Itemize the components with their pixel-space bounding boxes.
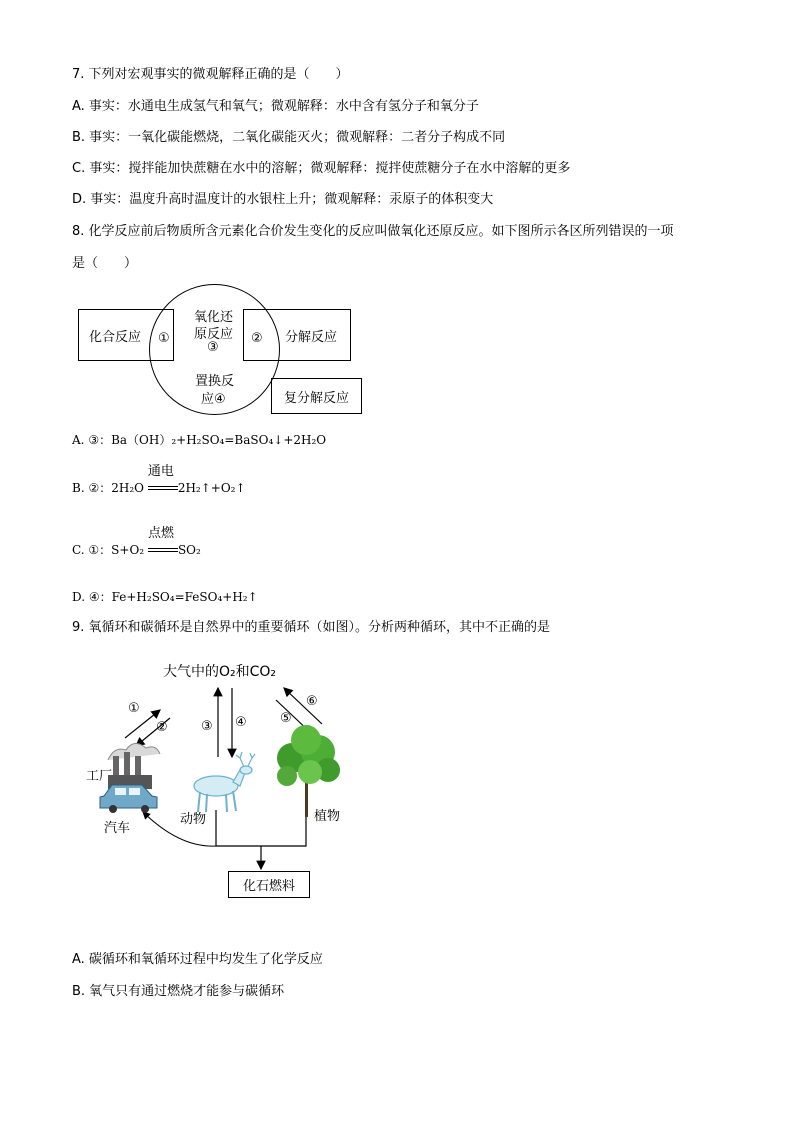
car-label: 汽车 (104, 821, 131, 836)
q8-stem-line2: 是（ ） (72, 256, 138, 271)
factory-label: 工厂 (86, 769, 113, 784)
animal-label: 动物 (180, 812, 207, 827)
option-b-reactants: ：2H₂O (99, 481, 144, 495)
option-d-region: ④ (88, 590, 100, 604)
option-b-letter: B. (72, 481, 85, 495)
region-1-label: ① (158, 331, 170, 346)
option-b-condition: 通电 (147, 464, 174, 479)
region-2-label: ② (251, 331, 263, 346)
option-a-equation: ：Ba（OH）₂+H₂SO₄=BaSO₄↓+2H₂O (99, 433, 327, 447)
region-3-label: ③ (207, 340, 219, 355)
combination-reaction-label: 化合反应 (89, 329, 142, 345)
arrow-5-label: ⑤ (280, 711, 292, 726)
decomposition-reaction-label: 分解反应 (284, 329, 337, 345)
fossil-connector (216, 810, 306, 846)
double-decomposition-reaction-label: 复分解反应 (283, 390, 349, 406)
arrow-4-label: ④ (235, 715, 247, 730)
option-d-letter: D. (72, 590, 86, 604)
q9-option-a: A. 碳循环和氧循环过程中均发生了化学反应 (72, 952, 323, 967)
option-d-equation: ：Fe+H₂SO₄=FeSO₄+H₂↑ (99, 590, 258, 604)
q7-option-b: B. 事实：一氧化碳能燃烧，二氧化碳能灭火；微观解释：二者分子构成不同 (72, 130, 506, 145)
fossil-fuel-label: 化石燃料 (242, 879, 295, 894)
q9-stem: 9. 氧循环和碳循环是自然界中的重要循环（如图）。分析两种循环，其中不正确的是 (72, 620, 551, 635)
arrow-1-label: ① (128, 701, 140, 716)
deer-icon (194, 752, 255, 812)
arrow-6-label: ⑥ (306, 694, 318, 709)
fossil-fuel-box (228, 871, 310, 898)
q7-option-c: C. 事实：搅拌能加快蔗糖在水中的溶解；微观解释：搅拌使蔗糖分子在水中溶解的更多 (72, 161, 571, 176)
redox-label-line2: 原反应 (194, 327, 234, 342)
displacement-label-line1: 置换反 (195, 374, 235, 389)
arrow-3-label: ③ (201, 719, 213, 734)
atmosphere-label: 大气中的O₂和CO₂ (163, 664, 277, 680)
option-c-condition: 点燃 (147, 526, 174, 541)
option-a-letter: A. (72, 433, 85, 447)
q7-stem: 7. 下列对宏观事实的微观解释正确的是（ ） (72, 67, 349, 82)
option-b-region: ② (88, 481, 100, 495)
tree-icon (277, 725, 340, 817)
option-c-products: SO₂ (177, 543, 201, 557)
plant-label: 植物 (314, 809, 341, 824)
option-c-reactants: ：S+O₂ (99, 543, 145, 557)
q8-stem-line1: 8. 化学反应前后物质所含元素化合价发生变化的反应叫做氧化还原反应。如下图所示各区所列错误的一项 (72, 224, 674, 239)
q9-option-b: B. 氧气只有通过燃烧才能参与碳循环 (72, 984, 285, 999)
redox-label-line1: 氧化还 (194, 310, 234, 325)
option-a-region: ③ (88, 433, 100, 447)
option-b-products: 2H₂↑+O₂↑ (177, 481, 246, 495)
arrow-2-label: ② (156, 720, 168, 735)
option-c-region: ① (88, 543, 100, 557)
option-c-letter: C. (72, 543, 85, 557)
q7-option-d: D. 事实：温度升高时温度计的水银柱上升；微观解释：汞原子的体积变大 (72, 192, 494, 207)
displacement-label-line2: 应④ (201, 392, 226, 407)
q7-option-a: A. 事实：水通电生成氢气和氧气；微观解释：水中含有氢分子和氧分子 (72, 99, 479, 114)
